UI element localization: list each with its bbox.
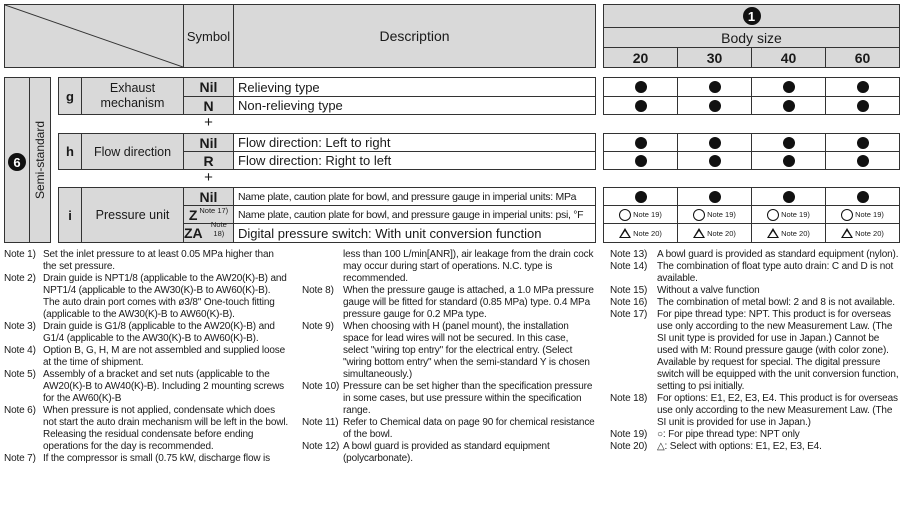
note-4: Note 4) Option B, G, H, M are not assembled and supplied loose at the time of shipment. bbox=[4, 345, 286, 368]
available-dot-icon bbox=[857, 191, 869, 203]
npt-only-circle-icon bbox=[693, 209, 705, 221]
i-row3-symbol bbox=[183, 220, 234, 243]
h-row2-cell-40 bbox=[751, 151, 826, 170]
note-10: Note 10) Pressure can be set higher than the specification pressure in some cases, but use pressure within the specification range. bbox=[302, 381, 593, 416]
g-row2-cell-60 bbox=[825, 96, 900, 115]
available-dot-icon bbox=[709, 81, 721, 93]
available-dot-icon bbox=[783, 155, 795, 167]
option-triangle-icon bbox=[767, 228, 779, 238]
available-dot-icon bbox=[635, 81, 647, 93]
note-17: Note 17) For pipe thread type: NPT. This product is for overseas use only according to the new Measurement Law. (The SI unit type is provided for use in Japan.) Cannot be used with M: Round pressure gauge (with color zone). Available by request for special. The digital pressure switch will be equipped with the unit conversion function, setting to psi initially. bbox=[610, 309, 899, 392]
available-dot-icon bbox=[783, 100, 795, 112]
h-row1-cell-40 bbox=[751, 133, 826, 152]
col-number-badge: 1 bbox=[743, 7, 761, 25]
g-row1-cell-40 bbox=[751, 77, 826, 97]
i-row3-cell-note: Note 20) bbox=[781, 228, 810, 238]
i-row1-symbol: Nil bbox=[183, 187, 234, 206]
i-row3-note-ref: Note 18) bbox=[210, 220, 227, 238]
group-h-name: Flow direction bbox=[81, 133, 184, 170]
i-row2-cell-note: Note 19) bbox=[781, 210, 810, 219]
h-row2-desc: Flow direction: Right to left bbox=[233, 151, 596, 170]
note-5: Note 5) Assembly of a bracket and set nuts (applicable to the AW20(K)-B to AW40(K)-B). Including 2 mounting screws for the AW60(K)-B bbox=[4, 369, 284, 404]
group-i-name: Pressure unit bbox=[81, 187, 184, 243]
available-dot-icon bbox=[709, 191, 721, 203]
header-body-size: Body size bbox=[603, 27, 900, 48]
i-row1-cell-20 bbox=[603, 187, 678, 206]
section-number-badge: 6 bbox=[8, 153, 26, 171]
header-corner bbox=[4, 4, 184, 68]
size-20: 20 bbox=[603, 47, 678, 68]
note-11: Note 11) Refer to Chemical data on page 90 for chemical resistance of the bowl. bbox=[302, 417, 595, 440]
option-triangle-icon bbox=[619, 228, 631, 238]
available-dot-icon bbox=[709, 100, 721, 112]
h-row2-symbol: R bbox=[183, 151, 234, 170]
g-row2-cell-40 bbox=[751, 96, 826, 115]
available-dot-icon bbox=[857, 137, 869, 149]
i-row2-note-ref: Note 17) bbox=[199, 206, 229, 215]
h-row1-cell-60 bbox=[825, 133, 900, 152]
g-row1-cell-30 bbox=[677, 77, 752, 97]
available-dot-icon bbox=[857, 100, 869, 112]
available-dot-icon bbox=[783, 137, 795, 149]
group-i-letter: i bbox=[58, 187, 82, 243]
g-row1-cell-20 bbox=[603, 77, 678, 97]
i-row3-cell-30 bbox=[677, 223, 752, 243]
size-30: 30 bbox=[677, 47, 752, 68]
note-14: Note 14) The combination of float type auto drain: C and D is not available. bbox=[610, 261, 894, 284]
available-dot-icon bbox=[635, 100, 647, 112]
h-row1-cell-20 bbox=[603, 133, 678, 152]
note-9: Note 9) When choosing with H (panel mount), the installation space for lead wires will not be secured. In this case, select "wiring top entry" for the electrical entry. (Select "wiring bottom entry" when the semi-standard Y is chosen simultaneously.) bbox=[302, 321, 590, 380]
available-dot-icon bbox=[635, 191, 647, 203]
group-h-letter: h bbox=[58, 133, 82, 170]
note-19: Note 19) ○: For pipe thread type: NPT only bbox=[610, 429, 800, 440]
i-row3-cell-60 bbox=[825, 223, 900, 243]
i-row1-cell-60 bbox=[825, 187, 900, 206]
notes-column-2 bbox=[302, 249, 596, 465]
i-row1-cell-30 bbox=[677, 187, 752, 206]
available-dot-icon bbox=[635, 137, 647, 149]
header-col-number bbox=[603, 4, 900, 28]
available-dot-icon bbox=[709, 137, 721, 149]
h-row1-symbol: Nil bbox=[183, 133, 234, 152]
i-row3-desc: Digital pressure switch: With unit conversion function bbox=[233, 223, 596, 243]
g-row1-symbol: Nil bbox=[183, 77, 234, 97]
note-2: Note 2) Drain guide is NPT1/8 (applicable to the AW20(K)-B) and NPT1/4 (applicable to the AW30(K)-B to AW60(K)-B). The auto drain port comes with ø3/8" One-touch fitting (applicable to the AW30(K)-B to AW60(K)-B). bbox=[4, 273, 287, 320]
header-description: Description bbox=[233, 4, 596, 68]
g-row1-desc: Relieving type bbox=[233, 77, 596, 97]
npt-only-circle-icon bbox=[767, 209, 779, 221]
header-symbol: Symbol bbox=[183, 4, 234, 68]
i-row3-cell-20 bbox=[603, 223, 678, 243]
notes-column-3 bbox=[610, 249, 902, 453]
h-row1-desc: Flow direction: Left to right bbox=[233, 133, 596, 152]
h-row1-cell-30 bbox=[677, 133, 752, 152]
i-row1-desc: Name plate, caution plate for bowl, and pressure gauge in imperial units: MPa bbox=[233, 187, 596, 206]
option-triangle-icon bbox=[693, 228, 705, 238]
note-7: Note 7) If the compressor is small (0.75 kW, discharge flow is bbox=[4, 453, 270, 464]
h-row2-cell-60 bbox=[825, 151, 900, 170]
g-row2-desc: Non-relieving type bbox=[233, 96, 596, 115]
available-dot-icon bbox=[857, 155, 869, 167]
note-3: Note 3) Drain guide is G1/8 (applicable to the AW20(K)-B) and G1/4 (applicable to the AW30(K)-B to AW60(K)-B). bbox=[4, 321, 275, 344]
i-row3-cell-note: Note 20) bbox=[855, 228, 884, 238]
note-16: Note 16) The combination of metal bowl: 2 and 8 is not available. bbox=[610, 297, 895, 308]
available-dot-icon bbox=[783, 81, 795, 93]
plus-sign-1: + bbox=[204, 114, 213, 131]
i-row2-cell-60 bbox=[825, 205, 900, 224]
note-8: Note 8) When the pressure gauge is attached, a 1.0 MPa pressure gauge will be fitted for standard (0.85 MPa) type. 0.4 MPa pressure gauge for 0.2 MPa type. bbox=[302, 285, 594, 320]
option-triangle-icon bbox=[841, 228, 853, 238]
plus-sign-2: + bbox=[204, 169, 213, 186]
h-row2-cell-20 bbox=[603, 151, 678, 170]
note-20: Note 20) △: Select with options: E1, E2, E3, E4. bbox=[610, 441, 822, 452]
note-18: Note 18) For options: E1, E2, E3, E4. This product is for overseas use only according to the new Measurement Law. (The SI unit is provided for use in Japan.) bbox=[610, 393, 898, 428]
g-row2-cell-20 bbox=[603, 96, 678, 115]
i-row3-cell-40 bbox=[751, 223, 826, 243]
i-row2-cell-note: Note 19) bbox=[633, 210, 662, 219]
section-label: Semi-standard bbox=[33, 120, 47, 200]
i-row1-cell-40 bbox=[751, 187, 826, 206]
g-row1-cell-60 bbox=[825, 77, 900, 97]
i-row3-cell-note: Note 20) bbox=[633, 228, 662, 238]
i-row2-cell-note: Note 19) bbox=[707, 210, 736, 219]
available-dot-icon bbox=[709, 155, 721, 167]
i-row2-cell-note: Note 19) bbox=[855, 210, 884, 219]
note-15: Note 15) Without a valve function bbox=[610, 285, 760, 296]
note-1: Note 1) Set the inlet pressure to at least 0.05 MPa higher than the set pressure. bbox=[4, 249, 274, 272]
available-dot-icon bbox=[857, 81, 869, 93]
note-6: Note 6) When pressure is not applied, condensate which does not start the auto drain mechanism will be left in the bowl. Releasing the residual condensate before ending operations for the day is recommended. bbox=[4, 405, 289, 452]
available-dot-icon bbox=[783, 191, 795, 203]
available-dot-icon bbox=[635, 155, 647, 167]
npt-only-circle-icon bbox=[841, 209, 853, 221]
i-row2-cell-30 bbox=[677, 205, 752, 224]
i-row2-cell-20 bbox=[603, 205, 678, 224]
group-g-letter: g bbox=[58, 77, 82, 115]
header-diagonal bbox=[5, 5, 183, 67]
size-60: 60 bbox=[825, 47, 900, 68]
i-row2-desc: Name plate, caution plate for bowl, and pressure gauge in imperial units: psi, °F bbox=[233, 205, 596, 224]
i-row2-symbol-text: Z bbox=[188, 206, 198, 223]
note-12: Note 12) A bowl guard is provided as standard equipment (polycarbonate). bbox=[302, 441, 550, 464]
section-label-cell bbox=[29, 77, 51, 243]
note-13: Note 13) A bowl guard is provided as standard equipment (nylon). bbox=[610, 249, 899, 260]
h-row2-cell-30 bbox=[677, 151, 752, 170]
notes-column-1 bbox=[4, 249, 289, 465]
section-marker bbox=[4, 77, 30, 243]
i-row3-cell-note: Note 20) bbox=[707, 228, 736, 238]
i-row2-cell-40 bbox=[751, 205, 826, 224]
note-7-cont: less than 100 L/min[ANR]), air leakage from the drain cock may occur during start of operations. N.C. type is recommended. bbox=[343, 249, 594, 284]
group-g-name: Exhaust mechanism bbox=[81, 77, 184, 115]
g-row2-symbol: N bbox=[183, 96, 234, 115]
i-row3-symbol-text: ZA bbox=[184, 225, 203, 241]
g-row2-cell-30 bbox=[677, 96, 752, 115]
npt-only-circle-icon bbox=[619, 209, 631, 221]
size-40: 40 bbox=[751, 47, 826, 68]
